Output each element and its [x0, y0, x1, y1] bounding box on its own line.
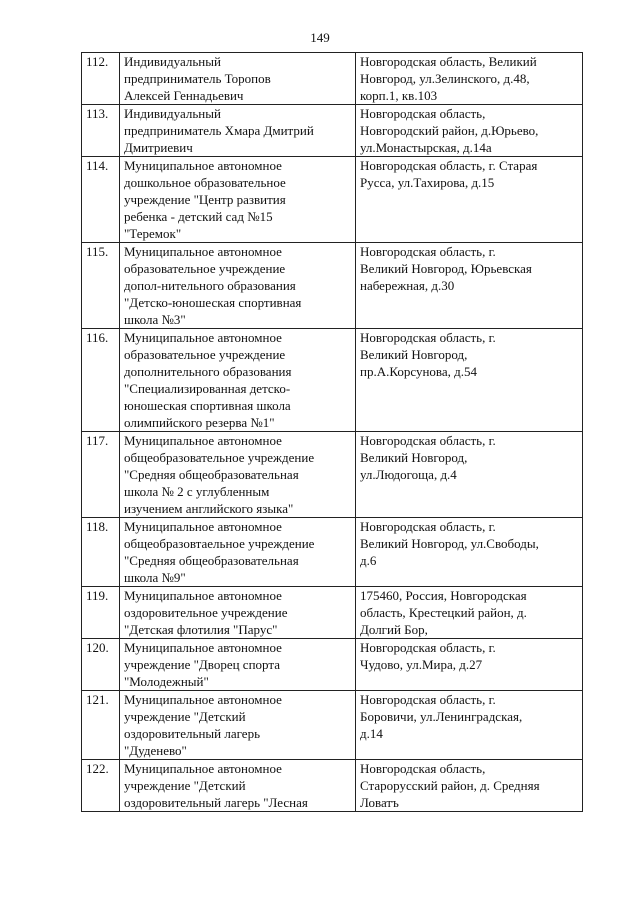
table-row: [82, 639, 583, 691]
organization-address-text: Новгородская область, г. Великий Новгород, Юрьевская набережная, д.30: [360, 244, 532, 293]
row-number: 114.: [82, 157, 120, 243]
organization-name: [120, 105, 356, 157]
organization-name-text: Муниципальное автономное оздоровительное учреждение "Детская флотилия "Парус": [124, 588, 288, 637]
page-number: 149: [310, 30, 330, 45]
organization-name: [120, 760, 356, 812]
organization-address: [356, 639, 583, 691]
organization-address: [356, 587, 583, 639]
row-number: 119.: [82, 587, 120, 639]
organization-address: [356, 53, 583, 105]
table-row: [82, 53, 583, 105]
row-number: 118.: [82, 518, 120, 587]
organization-address-text: Новгородская область, г. Боровичи, ул.Ленинградская, д.14: [360, 692, 523, 741]
row-number: 112.: [82, 53, 120, 105]
organization-address: [356, 105, 583, 157]
organization-name: [120, 243, 356, 329]
organization-name: [120, 329, 356, 432]
table-row: [82, 157, 583, 243]
organization-address-text: Новгородская область, г. Чудово, ул.Мира, д.27: [360, 640, 496, 672]
table-row: [82, 760, 583, 812]
table-row: [82, 587, 583, 639]
organization-name-text: Индивидуальный предприниматель Торопов Алексей Геннадьевич: [124, 54, 271, 103]
organization-address: [356, 518, 583, 587]
organization-name: [120, 639, 356, 691]
organization-name-text: Муниципальное автономное учреждение "Дворец спорта "Молодежный": [124, 640, 282, 689]
organization-name-text: Муниципальное автономное образовательное учреждение допол-нительного образования "Детско-юношеская спортивная школа №3": [124, 244, 302, 327]
organization-address: [356, 691, 583, 760]
organization-name: [120, 691, 356, 760]
table-row: [82, 243, 583, 329]
table-row: [82, 105, 583, 157]
registry-table: [81, 52, 583, 812]
organization-address-text: Новгородская область, г. Великий Новгород, ул.Людогоща, д.4: [360, 433, 496, 482]
table-row: [82, 518, 583, 587]
organization-name-text: Муниципальное автономное общеобразовательное учреждение "Средняя общеобразовательная школа № 2 с углубленным изучением английского языка": [124, 433, 315, 516]
organization-address-text: Новгородская область, г. Старая Русса, ул.Тахирова, д.15: [360, 158, 538, 190]
organization-name-text: Муниципальное автономное дошкольное образовательное учреждение "Центр развития ребенка - детский сад №15 "Теремок": [124, 158, 286, 241]
organization-address-text: Новгородская область, Новгородский район, д.Юрьево, ул.Монастырская, д.14а: [360, 106, 539, 155]
organization-name: [120, 157, 356, 243]
organization-address: [356, 760, 583, 812]
organization-name-text: Муниципальное автономное учреждение "Детский оздоровительный лагерь "Дуденево": [124, 692, 282, 758]
organization-name-text: Муниципальное автономное учреждение "Детский оздоровительный лагерь "Лесная: [124, 761, 308, 810]
row-number: 113.: [82, 105, 120, 157]
table-row: [82, 691, 583, 760]
table-row: [82, 432, 583, 518]
organization-address-text: 175460, Россия, Новгородская область, Крестецкий район, д. Долгий Бор,: [360, 588, 527, 637]
row-number: 122.: [82, 760, 120, 812]
organization-name: [120, 587, 356, 639]
organization-address: [356, 329, 583, 432]
organization-address-text: Новгородская область, г. Великий Новгород, пр.А.Корсунова, д.54: [360, 330, 496, 379]
row-number: 121.: [82, 691, 120, 760]
organization-address-text: Новгородская область, г. Великий Новгород, ул.Свободы, д.6: [360, 519, 539, 568]
row-number: 117.: [82, 432, 120, 518]
organization-name-text: Муниципальное автономное общеобразовтаельное учреждение "Средняя общеобразовательная школа №9": [124, 519, 315, 585]
organization-address: [356, 157, 583, 243]
organization-address-text: Новгородская область, Великий Новгород, ул.Зелинского, д.48, корп.1, кв.103: [360, 54, 537, 103]
organization-name: [120, 518, 356, 587]
row-number: 120.: [82, 639, 120, 691]
table-row: [82, 329, 583, 432]
organization-name-text: Индивидуальный предприниматель Хмара Дмитрий Дмитриевич: [124, 106, 314, 155]
organization-name: [120, 432, 356, 518]
organization-address-text: Новгородская область, Старорусский район, д. Средняя Ловатъ: [360, 761, 540, 810]
organization-address: [356, 243, 583, 329]
row-number: 115.: [82, 243, 120, 329]
organization-name: [120, 53, 356, 105]
organization-name-text: Муниципальное автономное образовательное учреждение дополнительного образования "Специализированная детско- юношеская спортивная школа олимпийского резерва №1": [124, 330, 292, 430]
row-number: 116.: [82, 329, 120, 432]
organization-address: [356, 432, 583, 518]
